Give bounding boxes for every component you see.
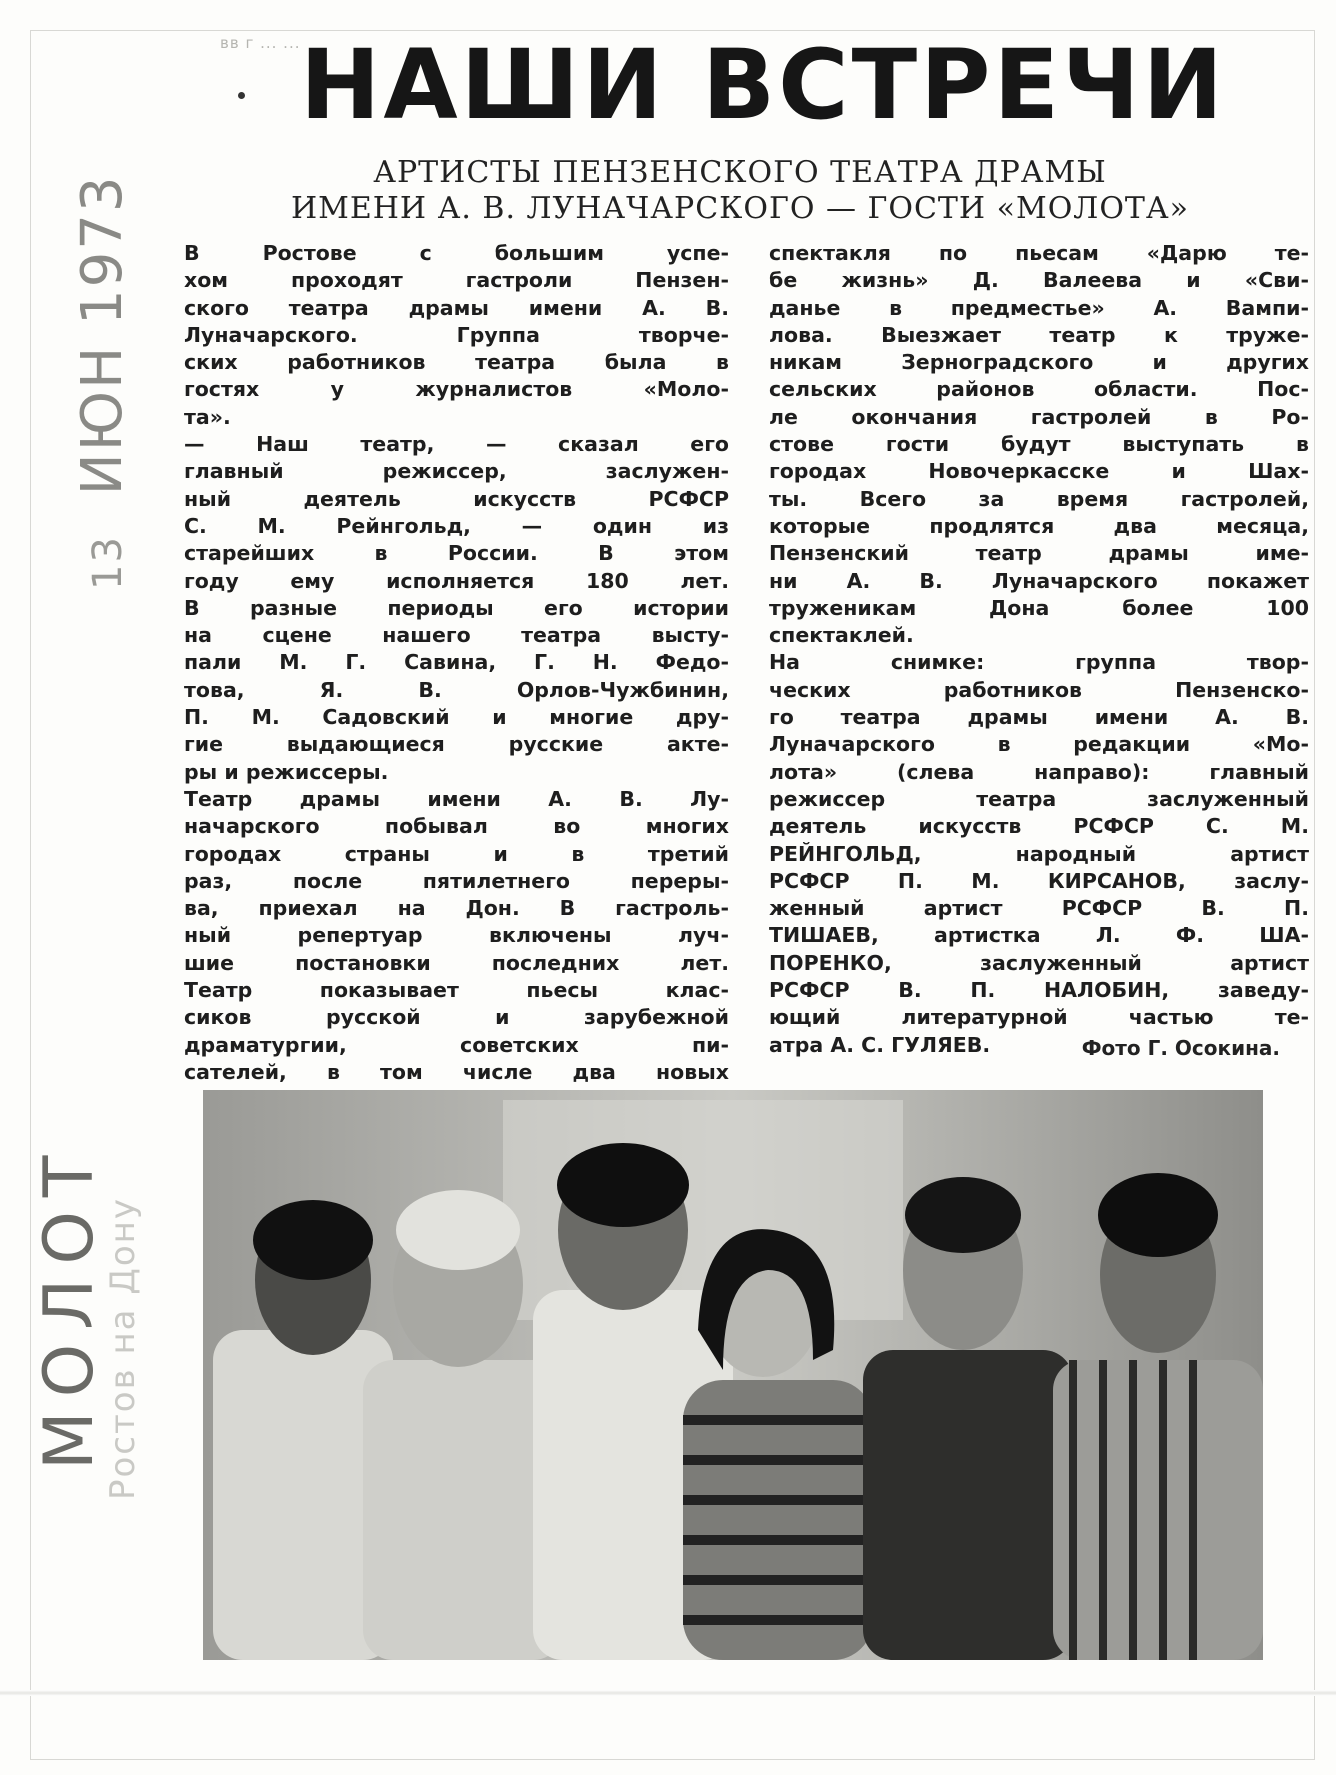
article-line: на сцене нашего театра высту- [184, 623, 729, 648]
article-line: пали М. Г. Савина, Г. Н. Федо- [184, 650, 729, 675]
article-line: ва, приехал на Дон. В гастроль- [184, 896, 729, 921]
article-line: ни А. В. Луначарского покажет [769, 568, 1309, 593]
article-line: П. М. Садовский и многие дру- [184, 705, 729, 730]
article-right-column [769, 240, 1309, 1059]
article-line: сиков русской и зарубежной [184, 1005, 729, 1030]
article-line: гостях у журналистов «Моло- [184, 377, 729, 402]
article-line: ПОРЕНКО, заслуженный артист [769, 950, 1309, 975]
article-line: го театра драмы имени А. В. [769, 705, 1309, 730]
article-line: спектаклей. [769, 623, 914, 648]
archive-date-stamp [70, 174, 140, 590]
article-line: — Наш театр, — сказал его [184, 432, 729, 457]
article-line: Луначарского в редакции «Мо- [769, 732, 1309, 757]
article-line: драматургии, советских пи- [184, 1032, 729, 1057]
article-line: раз, после пятилетнего переры- [184, 868, 729, 893]
article-line: атра А. С. ГУЛЯЕВ. [769, 1032, 991, 1057]
date-stamp-day: 13 [85, 535, 131, 590]
newspaper-name-stamp: МОЛОТ [30, 1141, 109, 1470]
article-line: лота» (слева направо): главный [769, 759, 1309, 784]
date-stamp-month: ИЮН [70, 344, 135, 496]
article-line: хом проходят гастроли Пензен- [184, 268, 729, 293]
article-line: никам Зерноградского и других [769, 350, 1309, 375]
article-line: которые продлятся два месяца, [769, 513, 1309, 538]
article-line: гие выдающиеся русские акте- [184, 732, 729, 757]
article-line: РЕЙНГОЛЬД, народный артист [769, 841, 1309, 866]
article-line: старейших в России. В этом [184, 541, 729, 566]
article-line: Театр показывает пьесы клас- [184, 978, 729, 1003]
article-line: спектакля по пьесам «Дарю те- [769, 241, 1309, 265]
article-line: Луначарского. Группа творче- [184, 322, 729, 347]
article-line: лова. Выезжает театр к труже- [769, 322, 1309, 347]
article-line: РСФСР В. П. НАЛОБИН, заведу- [769, 978, 1309, 1003]
article-line: ющий литературной частью те- [769, 1005, 1309, 1030]
bleed-through-text: вв г ... ... [220, 34, 301, 52]
article-left-column [184, 240, 729, 1086]
headline: НАШИ ВСТРЕЧИ [300, 29, 1226, 141]
article-line: сельских районов области. Пос- [769, 377, 1309, 402]
article-line: начарского побывал во многих [184, 814, 729, 839]
group-photo [203, 1090, 1263, 1660]
article-line: ный репертуар включены луч- [184, 923, 729, 948]
article-line: режиссер театра заслуженный [769, 786, 1309, 811]
article-line: деятель искусств РСФСР С. М. [769, 814, 1309, 839]
article-line: бе жизнь» Д. Валеева и «Сви- [769, 268, 1309, 293]
article-line: женный артист РСФСР В. П. [769, 896, 1309, 921]
article-line: ле окончания гастролей в Ро- [769, 404, 1309, 429]
article-line: главный режиссер, заслужен- [184, 459, 729, 484]
article-line: ты. Всего за время гастролей, [769, 486, 1309, 511]
article-line: В разные периоды его истории [184, 595, 729, 620]
article-line: ских работников театра была в [184, 350, 729, 375]
article-line: городах страны и в третий [184, 841, 729, 866]
article-line: труженикам Дона более 100 [769, 595, 1309, 620]
article-line: ры и режиссеры. [184, 759, 389, 784]
newspaper-city-stamp: Ростов на Дону [103, 1196, 143, 1500]
article-line: Пензенский театр драмы име- [769, 541, 1309, 566]
article-line: С. М. Рейнгольд, — один из [184, 513, 729, 538]
article-line: Театр драмы имени А. В. Лу- [184, 786, 729, 811]
article-line: ный деятель искусств РСФСР [184, 486, 729, 511]
article-line: та». [184, 404, 231, 429]
article-line: РСФСР П. М. КИРСАНОВ, заслу- [769, 868, 1309, 893]
article-line: това, Я. В. Орлов-Чужбинин, [184, 677, 729, 702]
date-stamp-year: 1973 [70, 174, 135, 325]
article-line: стове гости будут выступать в [769, 432, 1309, 457]
paper-fold [0, 1690, 1336, 1696]
article-line: году ему исполняется 180 лет. [184, 568, 729, 593]
article-line: ТИШАЕВ, артистка Л. Ф. ША- [769, 923, 1309, 948]
article-line: городах Новочеркасске и Шах- [769, 459, 1309, 484]
article-line: данье в предместье» А. Вампи- [769, 295, 1309, 320]
photo-credit: Фото Г. Осокина. [1081, 1036, 1280, 1060]
article-line: ческих работников Пензенско- [769, 677, 1309, 702]
article-line: шие постановки последних лет. [184, 950, 729, 975]
subheadline-line-1: АРТИСТЫ ПЕНЗЕНСКОГО ТЕАТРА ДРАМЫ [373, 155, 1107, 190]
ink-dot [238, 92, 245, 99]
article-line: В Ростове с большим успе- [184, 241, 729, 265]
subheadline-line-2: ИМЕНИ А. В. ЛУНАЧАРСКОГО — ГОСТИ «МОЛОТА» [290, 191, 1190, 226]
article-line: сателей, в том числе два новых [184, 1059, 729, 1084]
article-line: ского театра драмы имени А. В. [184, 295, 729, 320]
article-line: На снимке: группа твор- [769, 650, 1309, 675]
group-photo-illustration [203, 1090, 1263, 1660]
